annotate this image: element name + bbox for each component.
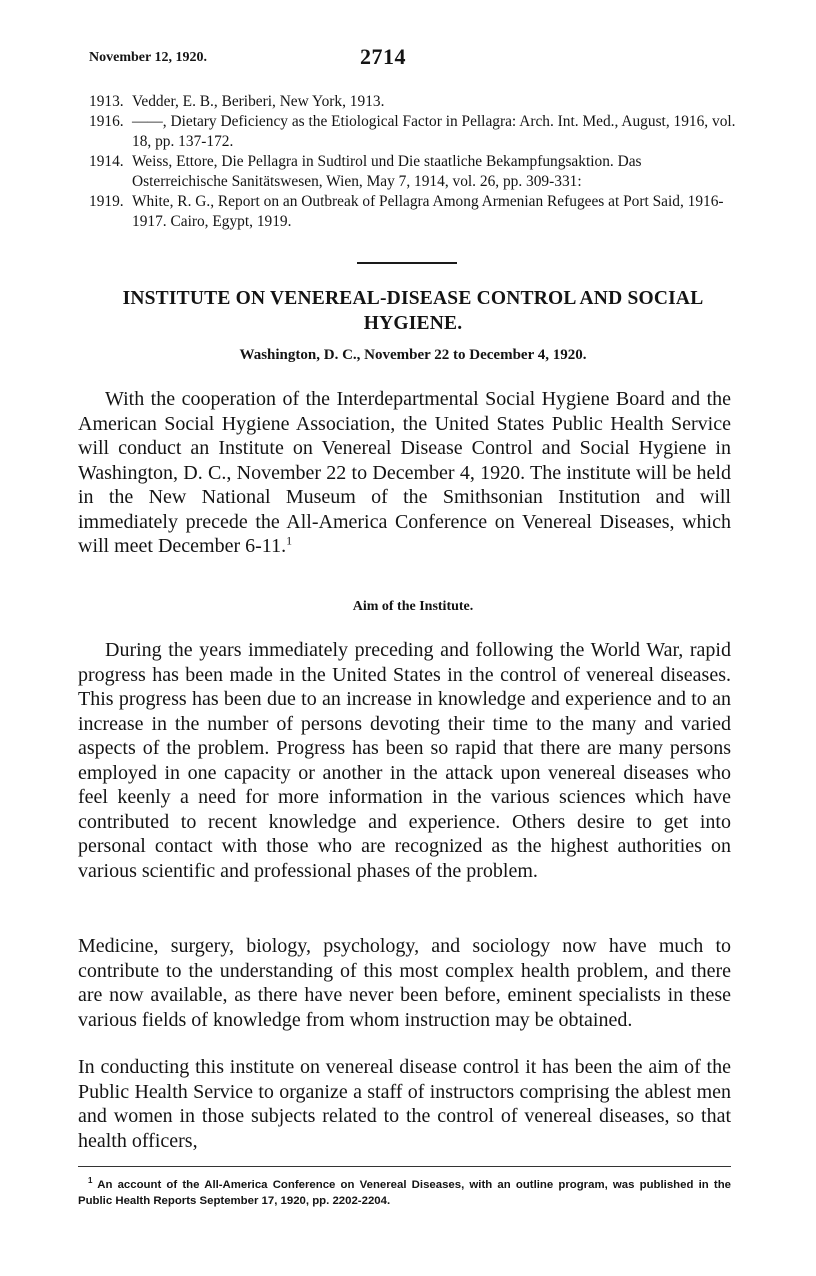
section-heading: Aim of the Institute.: [352, 599, 474, 614]
footnote: [78, 1173, 731, 1209]
footnote-text: An account of the All-America Conference on Venereal Diseases, with an outline program, was published in the Public Health Reports September 17, 1920, pp. 2202-2204.: [78, 1178, 731, 1207]
reference-text: Vedder, E. B., Beriberi, New York, 1913.: [132, 93, 385, 110]
body-paragraph: Medicine, surgery, biology, psychology, and sociology now have much to contribute to the understanding of this most complex health problem, and there are now available, as there have never been before, eminent specialists in these various fields of knowledge from whom instruction may be obtained.: [78, 935, 731, 1031]
reference-item: [89, 92, 737, 112]
article-subtitle: Washington, D. C., November 22 to December 4, 1920.: [239, 347, 587, 363]
reference-text: White, R. G., Report on an Outbreak of Pellagra Among Armenian Refugees at Port Said, 1916-1917. Cairo, Egypt, 1919.: [132, 193, 724, 230]
reference-text: ——, Dietary Deficiency as the Etiological Factor in Pellagra: Arch. Int. Med., August, 1916, vol. 18, pp. 137-172.: [132, 113, 736, 150]
reference-year: 1916.: [89, 113, 124, 130]
reference-list: [89, 92, 737, 232]
section-divider: [357, 262, 457, 264]
footnote-marker: 1: [88, 1176, 93, 1185]
reference-item: [89, 112, 737, 152]
header-date: November 12, 1920.: [89, 50, 207, 65]
page-number: 2714: [360, 44, 406, 69]
reference-year: 1914.: [89, 153, 124, 170]
footnote-divider: [78, 1166, 731, 1167]
body-paragraph: In conducting this institute on venereal disease control it has been the aim of the Public Health Service to organize a staff of instructors comprising the ablest men and women in those subjects related to the control of venereal diseases, so that health officers,: [78, 1056, 731, 1152]
reference-text: Weiss, Ettore, Die Pellagra in Sudtirol und Die staatliche Bekampfungsaktion. Das Osterreichische Sanitätswesen, Wien, May 7, 1914, vol. 26, pp. 309-331:: [132, 153, 642, 190]
reference-item: [89, 192, 737, 232]
intro-paragraph-text: With the cooperation of the Interdepartmental Social Hygiene Board and the American Social Hygiene Association, the United States Public Health Service will conduct an Institute on Venereal Disease Control and Social Hygiene in Washington, D. C., November 22 to December 4, 1920. The institute will be held in the New National Museum of the Smithsonian Institution and will immediately precede the All-America Conference on Venereal Diseases, which will meet December 6-11.: [78, 388, 731, 557]
article-title: INSTITUTE ON VENEREAL-DISEASE CONTROL AND SOCIAL HYGIENE.: [122, 288, 704, 334]
reference-year: 1919.: [89, 193, 124, 210]
footnote-reference: 1: [286, 533, 293, 548]
body-paragraph: During the years immediately preceding and following the World War, rapid progress has been made in the United States in the control of venereal diseases. This progress has been due to an increase in knowledge and experience and to an increase in the number of persons devoting their time to the many and varied aspects of the problem. Progress has been so rapid that there are many persons employed in one capacity or another in the attack upon venereal diseases who feel keenly a need for more information in the various sciences which have contributed to recent knowledge and experience. Others desire to get into personal contact with those who are recognized as the highest authorities on various scientific and professional phases of the problem.: [78, 639, 731, 882]
reference-year: 1913.: [89, 93, 124, 110]
intro-paragraph: [78, 387, 731, 559]
reference-item: [89, 152, 737, 192]
